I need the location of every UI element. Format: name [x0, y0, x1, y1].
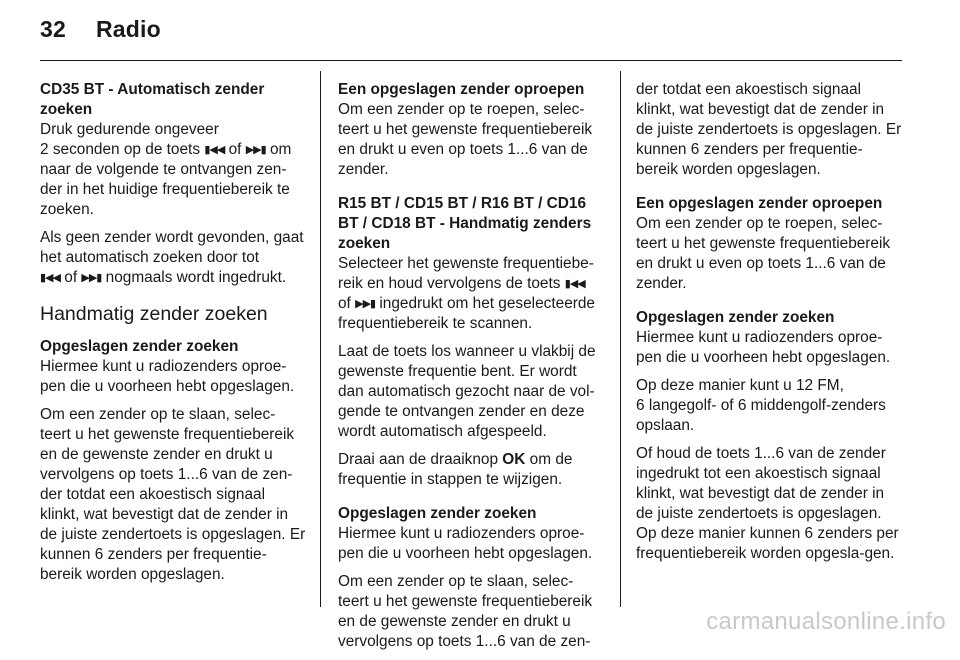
- paragraph: R15 BT / CD15 BT / R16 BT / CD16 BT / CD18 BT - Handmatig zenders zoeken Selecteer het gewenste frequentiebe-reik en houd vervolgens de toets ▮◀◀ of ▶▶▮ ingedrukt om het geselecteerde frequentiebereik te scannen.: [338, 195, 595, 332]
- paragraph: Draai aan de draaiknop OK om de frequentie in stappen te wijzigen.: [338, 451, 573, 488]
- seek-back-icon: ▮◀◀: [204, 144, 225, 156]
- column-1: [40, 80, 306, 593]
- paragraph: Een opgeslagen zender oproepen Om een zender op te roepen, selec-teert u het gewenste frequentiebereik en drukt u even op toets 1...6 van de zender.: [636, 195, 891, 292]
- seek-back-icon: ▮◀◀: [564, 278, 585, 290]
- page-header: [40, 16, 161, 43]
- watermark: carmanualsonline.info: [706, 608, 946, 635]
- paragraph: Een opgeslagen zender oproepen Om een zender op te roepen, selec-teert u het gewenste frequentiebereik en drukt u even op toets 1...6 van de zender.: [338, 81, 593, 178]
- section-title: Handmatig zender zoeken: [40, 303, 268, 325]
- column-divider: [620, 71, 621, 607]
- subheading-stored: Opgeslagen zender zoeken: [338, 505, 537, 522]
- subheading-manual: R15 BT / CD15 BT / R16 BT / CD16 BT / CD18 BT - Handmatig zenders zoeken: [338, 195, 592, 252]
- paragraph: Of houd de toets 1...6 van de zender ingedrukt tot een akoestisch signaal klinkt, wat bevestigt dat de zender in de juiste zendertoets is opgeslagen. Op deze manier kunnen 6 zenders per frequentiebereik worden opgesla-gen.: [636, 445, 899, 562]
- subheading-stored: Opgeslagen zender zoeken: [40, 338, 239, 355]
- paragraph: Opgeslagen zender zoeken Hiermee kunt u radiozenders oproe-pen die u voorheen hebt opgeslagen.: [636, 309, 891, 366]
- subheading-recall: Een opgeslagen zender oproepen: [636, 195, 883, 212]
- paragraph: Op deze manier kunt u 12 FM, 6 langegolf- of 6 middengolf-zenders opslaan.: [636, 377, 886, 434]
- column-divider: [320, 71, 321, 607]
- header-rule: [40, 60, 902, 61]
- subheading-stored: Opgeslagen zender zoeken: [636, 309, 835, 326]
- paragraph: der totdat een akoestisch signaal klinkt, wat bevestigt dat de zender in de juiste zendertoets is opgeslagen. Er kunnen 6 zenders per frequentie-bereik worden opgeslagen.: [636, 81, 902, 178]
- column-3: [636, 80, 902, 572]
- seek-forward-icon: ▶▶▮: [245, 144, 266, 156]
- paragraph: Opgeslagen zender zoeken Hiermee kunt u radiozenders oproe-pen die u voorheen hebt opgeslagen.: [338, 505, 593, 562]
- subheading-recall: Een opgeslagen zender oproepen: [338, 81, 585, 98]
- paragraph: Om een zender op te slaan, selec-teert u het gewenste frequentiebereik en de gewenste zender en drukt u vervolgens op toets 1...6 van de zen-: [338, 573, 593, 650]
- seek-forward-icon: ▶▶▮: [81, 272, 102, 284]
- column-2: [338, 80, 604, 660]
- paragraph: Laat de toets los wanneer u vlakbij de gewenste frequentie bent. Er wordt dan automatisch gezocht naar de vol-gende te ontvangen zender en deze wordt automatisch afgespeeld.: [338, 343, 596, 440]
- paragraph: Om een zender op te slaan, selec-teert u het gewenste frequentiebereik en de gewenste zender en drukt u vervolgens op toets 1...6 van de zen-der totdat een akoestisch signaal klinkt, wat bevestigt dat de zender in de juiste zendertoets is opgeslagen. Er kunnen 6 zenders per frequentie-bereik worden opgeslagen.: [40, 406, 306, 583]
- seek-back-icon: ▮◀◀: [40, 272, 60, 284]
- page-title: Radio: [96, 16, 161, 42]
- paragraph: Opgeslagen zender zoeken Hiermee kunt u radiozenders oproe-pen die u voorheen hebt opgeslagen.: [40, 338, 295, 395]
- seek-forward-icon: ▶▶▮: [355, 298, 376, 310]
- page-number: 32: [40, 16, 66, 42]
- paragraph: Als geen zender wordt gevonden, gaat het automatisch zoeken door tot ▮◀◀ of ▶▶▮ nogmaals wordt ingedrukt.: [40, 229, 304, 286]
- subheading-auto-search: CD35 BT - Automatisch zender zoeken Druk gedurende ongeveer 2 seconden op de toets ▮◀◀ of ▶▶▮ om naar de volgende te ontvangen zen-der in het huidige frequentiebereik te zoeken.: [40, 81, 292, 218]
